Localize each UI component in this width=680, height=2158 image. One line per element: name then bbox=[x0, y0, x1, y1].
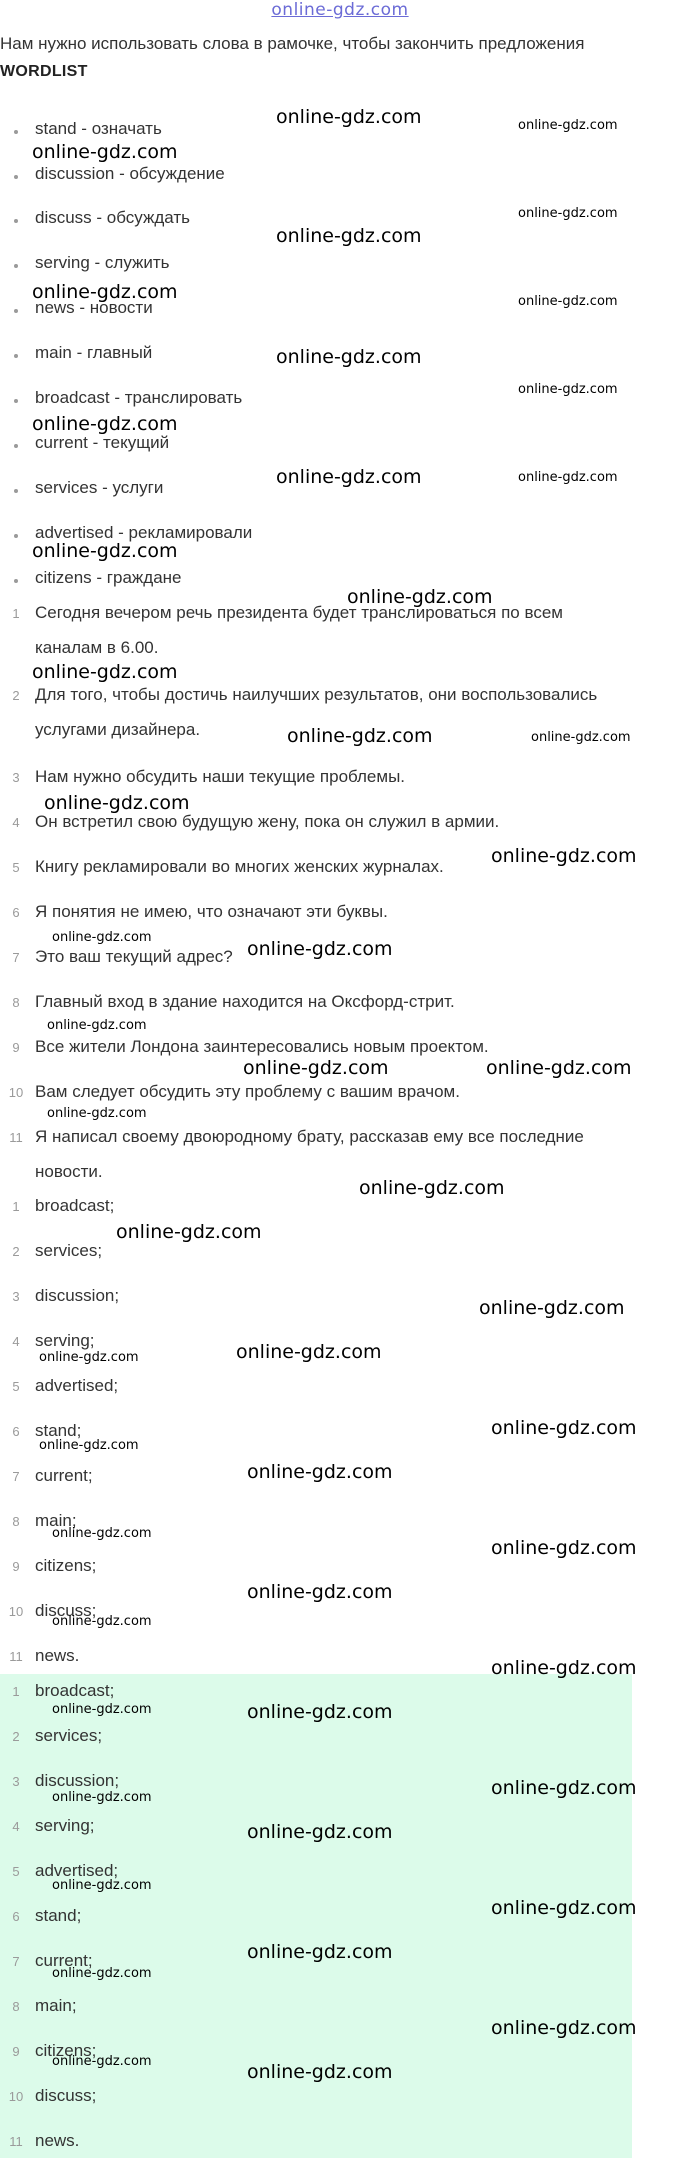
watermark-text: online-gdz.com bbox=[531, 730, 631, 745]
bullet-dot bbox=[14, 354, 18, 358]
wordlist-item: stand - означать bbox=[35, 119, 162, 138]
watermark-text: online-gdz.com bbox=[518, 382, 618, 397]
watermark-text: online-gdz.com bbox=[276, 225, 422, 247]
wordlist-item: discussion - обсуждение bbox=[35, 164, 225, 183]
line-number: 4 bbox=[12, 1819, 20, 1834]
bullet-dot bbox=[14, 489, 18, 493]
wordlist-item: current - текущий bbox=[35, 433, 170, 452]
line-number: 5 bbox=[12, 1864, 20, 1879]
line-number: 5 bbox=[12, 860, 20, 875]
watermark-text: online-gdz.com bbox=[491, 1417, 637, 1439]
sentence-line: Он встретил свою будущую жену, пока он служил в армии. bbox=[35, 812, 500, 831]
watermark-text: online-gdz.com bbox=[116, 1221, 262, 1243]
watermark-text: online-gdz.com bbox=[491, 845, 637, 867]
line-number: 10 bbox=[8, 1604, 24, 1619]
watermark-text: online-gdz.com bbox=[491, 1657, 637, 1679]
watermark-text: online-gdz.com bbox=[47, 1106, 147, 1121]
answer-item-highlighted: advertised; bbox=[35, 1861, 119, 1880]
line-number: 3 bbox=[12, 1289, 20, 1304]
line-number: 6 bbox=[12, 1909, 20, 1924]
line-number: 9 bbox=[12, 1559, 20, 1574]
watermark-text: online-gdz.com bbox=[52, 1878, 152, 1893]
watermark-text: online-gdz.com bbox=[491, 1897, 637, 1919]
watermark-text: online-gdz.com bbox=[486, 1057, 632, 1079]
line-number: 3 bbox=[12, 1774, 20, 1789]
sentence-line: Главный вход в здание находится на Оксфорд-стрит. bbox=[35, 992, 455, 1011]
line-number: 3 bbox=[12, 770, 20, 785]
watermark-text: online-gdz.com bbox=[52, 1526, 152, 1541]
watermark-text: online-gdz.com bbox=[32, 281, 178, 303]
watermark-text: online-gdz.com bbox=[518, 118, 618, 133]
line-number: 6 bbox=[12, 1424, 20, 1439]
sentence-line: Все жители Лондона заинтересовались новым проектом. bbox=[35, 1037, 489, 1056]
line-number: 8 bbox=[12, 1999, 20, 2014]
bullet-dot bbox=[14, 399, 18, 403]
watermark-text: online-gdz.com bbox=[247, 1701, 393, 1723]
answer-item-highlighted: discussion; bbox=[35, 1771, 120, 1790]
line-number: 11 bbox=[9, 1649, 23, 1664]
watermark-text: online-gdz.com bbox=[52, 930, 152, 945]
sentence-line: Я написал своему двоюродному брату, рассказав ему все последние bbox=[35, 1127, 584, 1146]
watermark-text: online-gdz.com bbox=[247, 1821, 393, 1843]
line-number: 1 bbox=[12, 1199, 20, 1214]
watermark-text: online-gdz.com bbox=[287, 725, 433, 747]
answer-item: broadcast; bbox=[35, 1196, 115, 1215]
sentence-line: Для того, чтобы достичь наилучших результатов, они воспользовались bbox=[35, 685, 598, 704]
answer-item: citizens; bbox=[35, 1556, 97, 1575]
watermark-text: online-gdz.com bbox=[32, 413, 178, 435]
wordlist-item: advertised - рекламировали bbox=[35, 523, 253, 542]
answer-item-highlighted: current; bbox=[35, 1951, 93, 1970]
answer-item-highlighted: citizens; bbox=[35, 2041, 97, 2060]
answer-item-highlighted: services; bbox=[35, 1726, 103, 1745]
sentence-line: Нам нужно обсудить наши текущие проблемы. bbox=[35, 767, 406, 786]
bullet-dot bbox=[14, 175, 18, 179]
sentence-line: Книгу рекламировали во многих женских журналах. bbox=[35, 857, 444, 876]
watermark-text: online-gdz.com bbox=[52, 1614, 152, 1629]
watermark-text: online-gdz.com bbox=[247, 1941, 393, 1963]
sentence-line: услугами дизайнера. bbox=[35, 720, 201, 739]
answer-item: main; bbox=[35, 1511, 77, 1530]
watermark-text: online-gdz.com bbox=[518, 206, 618, 221]
answer-item-highlighted: serving; bbox=[35, 1816, 95, 1835]
wordlist-item: main - главный bbox=[35, 343, 153, 362]
watermark-text: online-gdz.com bbox=[247, 1461, 393, 1483]
watermark-text: online-gdz.com bbox=[32, 661, 178, 683]
answer-item: current; bbox=[35, 1466, 93, 1485]
watermark-text: online-gdz.com bbox=[236, 1341, 382, 1363]
line-number: 1 bbox=[12, 606, 20, 621]
watermark-text: online-gdz.com bbox=[44, 792, 190, 814]
bullet-dot bbox=[14, 130, 18, 134]
watermark-text: online-gdz.com bbox=[39, 1438, 139, 1453]
wordlist-item: citizens - граждане bbox=[35, 568, 182, 587]
line-number: 4 bbox=[12, 1334, 20, 1349]
instruction-text: Нам нужно использовать слова в рамочке, чтобы закончить предложения bbox=[0, 34, 585, 53]
line-number: 2 bbox=[12, 1729, 20, 1744]
site-logo[interactable]: online-gdz.com bbox=[271, 0, 409, 20]
wordlist-item: broadcast - транслировать bbox=[35, 388, 243, 407]
sentence-line: Это ваш текущий адрес? bbox=[35, 947, 233, 966]
watermark-text: online-gdz.com bbox=[32, 540, 178, 562]
watermark-text: online-gdz.com bbox=[47, 1018, 147, 1033]
line-number: 9 bbox=[12, 2044, 20, 2059]
sentence-line: каналам в 6.00. bbox=[35, 638, 159, 657]
bullet-dot bbox=[14, 534, 18, 538]
watermark-text: online-gdz.com bbox=[243, 1057, 389, 1079]
watermark-text: online-gdz.com bbox=[518, 470, 618, 485]
watermark-text: online-gdz.com bbox=[52, 1966, 152, 1981]
watermark-text: online-gdz.com bbox=[32, 141, 178, 163]
line-number: 8 bbox=[12, 995, 20, 1010]
wordlist-title: WORDLIST bbox=[0, 63, 88, 80]
answer-item-highlighted: discuss; bbox=[35, 2086, 97, 2105]
answer-item: serving; bbox=[35, 1331, 95, 1350]
watermark-text: online-gdz.com bbox=[247, 1581, 393, 1603]
line-number: 2 bbox=[12, 688, 20, 703]
line-number: 7 bbox=[12, 950, 20, 965]
watermark-text: online-gdz.com bbox=[347, 586, 493, 608]
watermark-text: online-gdz.com bbox=[247, 938, 393, 960]
answer-item-highlighted: news. bbox=[35, 2131, 80, 2150]
answer-item: advertised; bbox=[35, 1376, 119, 1395]
answer-item-highlighted: broadcast; bbox=[35, 1681, 115, 1700]
watermark-text: online-gdz.com bbox=[39, 1350, 139, 1365]
wordlist-item: serving - служить bbox=[35, 253, 170, 272]
sentence-line: Сегодня вечером речь президента будет транслироваться по всем bbox=[35, 603, 563, 622]
watermark-text: online-gdz.com bbox=[276, 466, 422, 488]
bullet-dot bbox=[14, 444, 18, 448]
line-number: 2 bbox=[12, 1244, 20, 1259]
wordlist-item: news - новости bbox=[35, 298, 153, 317]
line-number: 4 bbox=[12, 815, 20, 830]
sentence-line: Вам следует обсудить эту проблему с вашим врачом. bbox=[35, 1082, 460, 1101]
answer-item: news. bbox=[35, 1646, 80, 1665]
answer-item-highlighted: stand; bbox=[35, 1906, 82, 1925]
answer-item: discuss; bbox=[35, 1601, 97, 1620]
watermark-text: online-gdz.com bbox=[247, 2061, 393, 2083]
bullet-dot bbox=[14, 264, 18, 268]
line-number: 7 bbox=[12, 1469, 20, 1484]
line-number: 5 bbox=[12, 1379, 20, 1394]
watermark-text: online-gdz.com bbox=[276, 346, 422, 368]
answer-item: services; bbox=[35, 1241, 103, 1260]
line-number: 11 bbox=[9, 1130, 23, 1145]
watermark-text: online-gdz.com bbox=[52, 1790, 152, 1805]
answer-item-highlighted: main; bbox=[35, 1996, 77, 2015]
watermark-text: online-gdz.com bbox=[276, 106, 422, 128]
line-number: 8 bbox=[12, 1514, 20, 1529]
watermark-text: online-gdz.com bbox=[52, 1702, 152, 1717]
sentence-line: новости. bbox=[35, 1162, 103, 1181]
line-number: 10 bbox=[8, 2089, 24, 2104]
line-number: 1 bbox=[12, 1684, 20, 1699]
bullet-dot bbox=[14, 579, 18, 583]
watermark-text: online-gdz.com bbox=[491, 1777, 637, 1799]
wordlist-item: services - услуги bbox=[35, 478, 164, 497]
answer-item: discussion; bbox=[35, 1286, 120, 1305]
bullet-dot bbox=[14, 309, 18, 313]
watermark-text: online-gdz.com bbox=[479, 1297, 625, 1319]
watermark-text: online-gdz.com bbox=[52, 2054, 152, 2069]
line-number: 11 bbox=[9, 2134, 23, 2149]
line-number: 10 bbox=[8, 1085, 24, 1100]
line-number: 7 bbox=[12, 1954, 20, 1969]
watermark-text: online-gdz.com bbox=[491, 2017, 637, 2039]
bullet-dot bbox=[14, 219, 18, 223]
line-number: 9 bbox=[12, 1040, 20, 1055]
watermark-text: online-gdz.com bbox=[491, 1537, 637, 1559]
watermark-text: online-gdz.com bbox=[359, 1177, 505, 1199]
wordlist-item: discuss - обсуждать bbox=[35, 208, 191, 227]
watermark-text: online-gdz.com bbox=[518, 294, 618, 309]
line-number: 6 bbox=[12, 905, 20, 920]
sentence-line: Я понятия не имею, что означают эти буквы. bbox=[35, 902, 388, 921]
answer-item: stand; bbox=[35, 1421, 82, 1440]
